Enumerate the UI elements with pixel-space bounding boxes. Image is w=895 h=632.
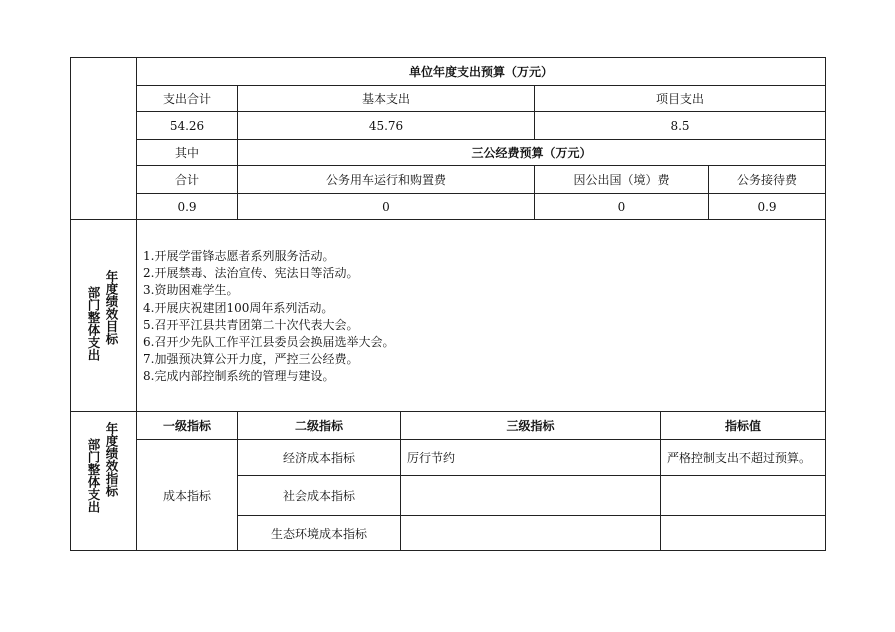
budget-title: 单位年度支出预算（万元） xyxy=(408,65,553,79)
goal-item: 8.完成内部控制系统的管理与建设。 xyxy=(143,369,335,384)
level2-social-cost: 社会成本指标 xyxy=(282,489,355,503)
value-project-expenditure: 8.5 xyxy=(670,118,690,133)
among-label: 其中 xyxy=(174,146,199,160)
header-level1: 一级指标 xyxy=(162,419,211,433)
indicator-value-social-empty xyxy=(661,476,831,515)
level2-economic-cost: 经济成本指标 xyxy=(282,451,355,465)
goals-list xyxy=(143,248,394,386)
level3-social-empty xyxy=(401,476,666,515)
header-basic-expenditure: 基本支出 xyxy=(361,92,410,106)
level3-ecological-empty xyxy=(401,516,666,550)
goal-item: 5.召开平江县共青团第二十次代表大会。 xyxy=(143,317,359,332)
goal-item: 2.开展禁毒、法治宣传、宪法日等活动。 xyxy=(143,266,359,281)
goal-item: 7.加强预决算公开力度，严控三公经费。 xyxy=(143,352,359,367)
value-basic-expenditure: 45.76 xyxy=(368,118,404,133)
indicators-label-col2: 年度绩效指标 xyxy=(104,422,119,497)
goals-label-col1: 部门整体支出 xyxy=(86,286,101,361)
three-public-header-abroad: 因公出国（境）费 xyxy=(573,173,670,187)
goal-item: 6.召开少先队工作平江县委员会换届选举大会。 xyxy=(143,335,395,350)
level3-frugality: 厉行节约 xyxy=(407,451,456,465)
three-public-value-total: 0.9 xyxy=(177,199,197,214)
three-public-title: 三公经费预算（万元） xyxy=(471,146,592,160)
indicator-value-budget-control: 严格控制支出不超过预算。 xyxy=(667,451,812,465)
indicators-label-col1: 部门整体支出 xyxy=(86,438,101,513)
goal-item: 4.开展庆祝建团100周年系列活动。 xyxy=(143,300,334,315)
three-public-value-vehicle: 0 xyxy=(382,199,390,214)
goals-label-col2: 年度绩效目标 xyxy=(104,270,119,345)
header-total-expenditure: 支出合计 xyxy=(162,92,211,106)
header-level3: 三级指标 xyxy=(506,419,555,433)
level1-cost-indicator: 成本指标 xyxy=(162,488,211,503)
goal-item: 1.开展学雷锋志愿者系列服务活动。 xyxy=(143,249,335,263)
three-public-header-total: 合计 xyxy=(174,173,199,187)
indicator-value-ecological-empty xyxy=(661,516,831,550)
three-public-value-reception: 0.9 xyxy=(757,199,777,214)
three-public-header-reception: 公务接待费 xyxy=(736,173,797,187)
three-public-value-abroad: 0 xyxy=(617,199,626,214)
three-public-header-vehicle: 公务用车运行和购置费 xyxy=(325,173,446,187)
header-indicator-value: 指标值 xyxy=(724,419,761,433)
header-level2: 二级指标 xyxy=(294,419,343,433)
level2-ecological-cost: 生态环境成本指标 xyxy=(270,526,367,541)
header-project-expenditure: 项目支出 xyxy=(655,92,704,106)
goal-item: 3.资助困难学生。 xyxy=(143,283,239,298)
value-total-expenditure: 54.26 xyxy=(169,118,205,133)
